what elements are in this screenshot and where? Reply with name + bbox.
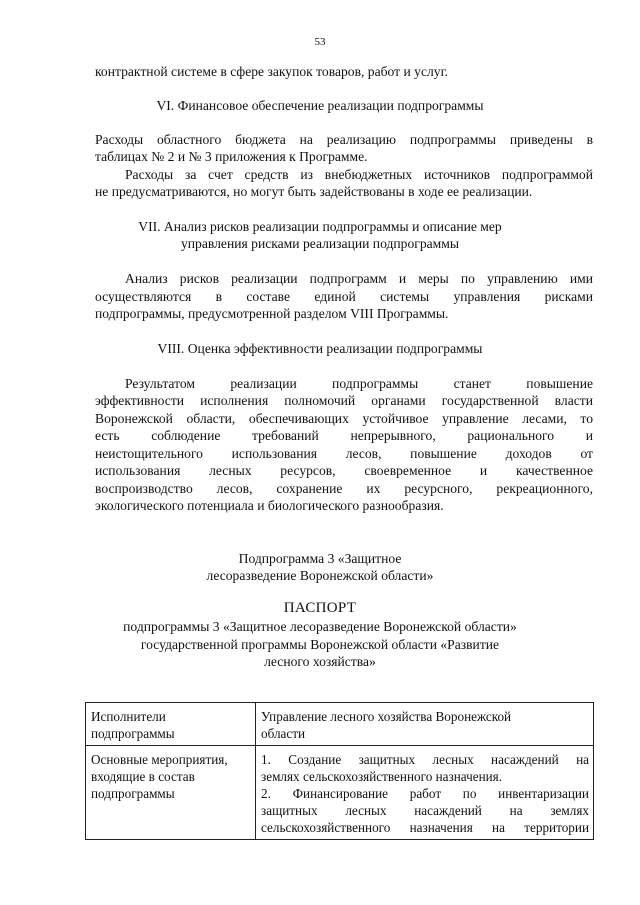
- cell-text: 2. Финансирование работ по инвентаризации: [261, 786, 589, 801]
- section-7-text-line: осуществляются в составе единой системы управления рисками: [95, 289, 593, 304]
- passport-title: ПАСПОРТ: [283, 600, 357, 616]
- section-8-text-line: неистощительного использования лесов, повышение доходов от: [95, 446, 593, 461]
- section-6-text-line: Расходы областного бюджета на реализацию подпрограммы приведены в: [95, 132, 593, 147]
- passport-table: [85, 702, 594, 840]
- section-8-text-line: Воронежской области, обеспечивающих устойчивое управление лесами, то: [95, 411, 593, 426]
- cell-text: Управление лесного хозяйства Воронежской: [261, 709, 512, 724]
- table-row: [86, 703, 594, 746]
- cell-text: подпрограммы: [91, 786, 175, 801]
- table-cell-value: [256, 703, 594, 746]
- subprogram-title: Подпрограмма 3 «Защитное: [238, 551, 402, 566]
- cell-text: Основные мероприятия,: [91, 752, 228, 767]
- cell-text: 1. Создание защитных лесных насаждений на: [261, 752, 589, 767]
- cell-text: защитных лесных насаждений на землях: [261, 803, 589, 818]
- subprogram-title: лесоразведение Воронежской области»: [206, 568, 434, 583]
- cell-text: области: [261, 726, 306, 741]
- table-cell-value: [256, 746, 594, 840]
- intro-line: контрактной системе в сфере закупок товаров, работ и услуг.: [95, 64, 449, 79]
- cell-text: подпрограммы: [91, 726, 175, 741]
- section-8-text-line: воспроизводство лесов, сохранение их ресурсного, рекреационного,: [95, 481, 593, 496]
- section-8-text-line: эффективности исполнения полномочий органами государственной власти: [95, 393, 593, 408]
- page-number: 53: [314, 36, 326, 48]
- table-row: [86, 746, 594, 840]
- section-8-text-line: Результатом реализации подпрограммы станет повышение: [125, 376, 593, 391]
- table-cell-label: [86, 746, 256, 840]
- section-7-text-line: Анализ рисков реализации подпрограмм и меры по управлению ими: [125, 271, 593, 286]
- section-8-text-line: экологического потенциала и биологического разнообразия.: [95, 498, 444, 513]
- cell-text: землях сельскохозяйственного назначения.: [261, 769, 503, 784]
- section-7-heading: управления рисками реализации подпрограммы: [180, 236, 459, 251]
- section-8-text-line: есть соблюдение требований непрерывного, рационального и: [95, 428, 593, 443]
- section-6-heading: VI. Финансовое обеспечение реализации подпрограммы: [156, 98, 484, 113]
- section-6-text-line: не предусматриваются, но могут быть задействованы в ходе ее реализации.: [95, 184, 533, 199]
- passport-subtitle: подпрограммы 3 «Защитное лесоразведение Воронежской области»: [123, 619, 517, 634]
- passport-subtitle: лесного хозяйства»: [264, 654, 376, 669]
- section-8-heading: VIII. Оценка эффективности реализации подпрограммы: [157, 341, 483, 356]
- section-7-text-line: подпрограммы, предусмотренной разделом VIII Программы.: [95, 306, 449, 321]
- section-6-text-line: таблицах № 2 и № 3 приложения к Программе.: [95, 149, 368, 164]
- table-cell-label: [86, 703, 256, 746]
- section-8-text-line: использования лесных ресурсов, своевременное и качественное: [95, 463, 593, 478]
- section-7-heading: VII. Анализ рисков реализации подпрограммы и описание мер: [138, 219, 502, 234]
- cell-text: входящие в состав: [91, 769, 195, 784]
- cell-text: Исполнители: [91, 709, 166, 724]
- section-6-text-line: Расходы за счет средств из внебюджетных источников подпрограммой: [125, 167, 593, 182]
- passport-subtitle: государственной программы Воронежской области «Развитие: [140, 637, 500, 652]
- cell-text: сельскохозяйственного назначения на территории: [261, 820, 589, 835]
